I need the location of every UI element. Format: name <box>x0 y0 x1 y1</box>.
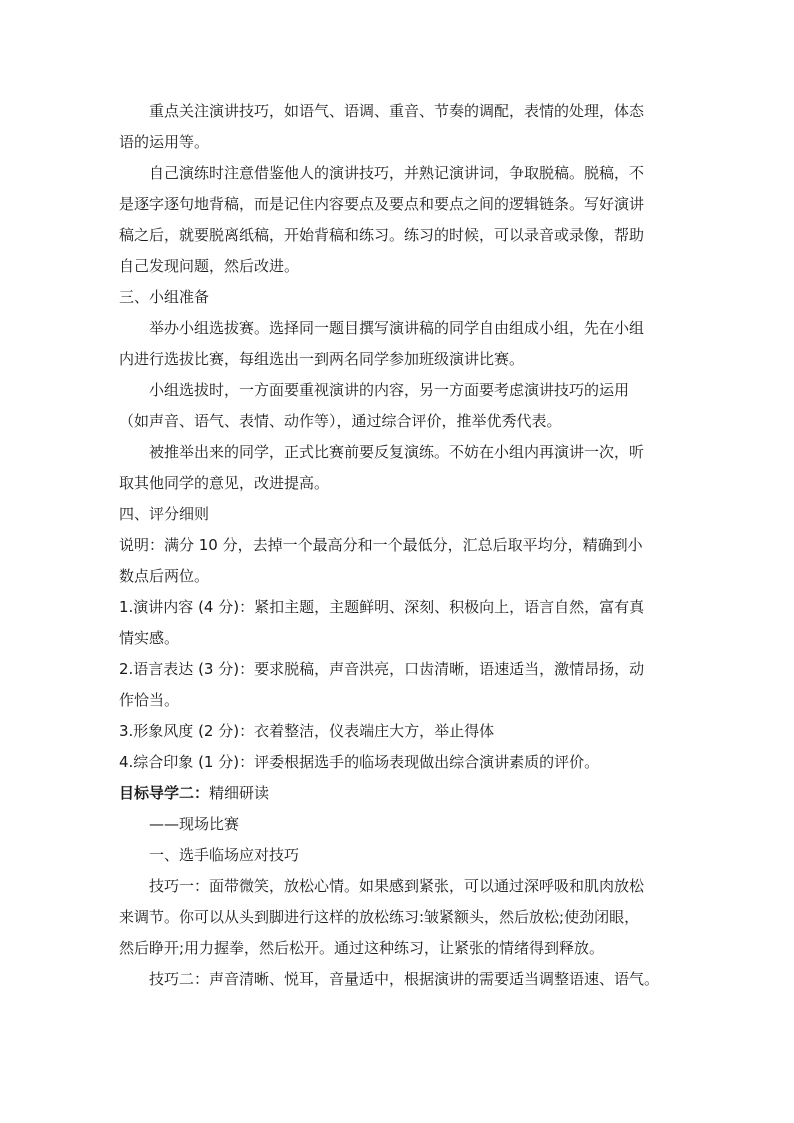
scoring-item: 2.语言表达 (3 分)：要求脱稿，声音洪亮，口齿清晰，语速适当，激情昂扬，动 <box>119 660 645 678</box>
section-heading: 四、评分细则 <box>119 505 210 523</box>
paragraph-line: 自己演练时注意借鉴他人的演讲技巧，并熟记演讲词，争取脱稿。脱稿，不 <box>149 164 645 182</box>
section-heading: 三、小组准备 <box>119 288 210 306</box>
document-page <box>119 96 677 995</box>
goal-heading <box>119 778 677 809</box>
scoring-item: 1.演讲内容 (4 分)：紧扣主题，主题鲜明、深刻、积极向上，语言自然，富有真 <box>119 598 645 616</box>
paragraph-line: 语的运用等。 <box>119 133 210 151</box>
paragraph-line: 然后睁开;用力握拳，然后松开。通过这种练习，让紧张的情绪得到释放。 <box>119 939 605 957</box>
paragraph-line: 情实感。 <box>119 629 180 647</box>
paragraph-line: 被推举出来的同学，正式比赛前要反复演练。不妨在小组内再演讲一次，听 <box>149 443 645 461</box>
goal-heading-bold: 目标导学二： <box>119 784 210 802</box>
paragraph-line: 说明：满分 10 分，去掉一个最高分和一个最低分，汇总后取平均分，精确到小 <box>119 536 643 554</box>
paragraph-line: 稿之后，就要脱离纸稿，开始背稿和练习。练习的时候，可以录音或录像，帮助 <box>119 226 645 244</box>
paragraph-line: （如声音、语气、表情、动作等），通过综合评价，推举优秀代表。 <box>119 412 562 430</box>
paragraph-line: 小组选拔时，一方面要重视演讲的内容，另一方面要考虑演讲技巧的运用 <box>149 381 630 399</box>
paragraph-line: 作恰当。 <box>119 691 180 709</box>
scoring-item: 3.形象风度 (2 分)：衣着整洁，仪表端庄大方，举止得体 <box>119 722 495 740</box>
paragraph-line: 举办小组选拔赛。选择同一题目撰写演讲稿的同学自由组成小组，先在小组 <box>149 319 645 337</box>
scoring-item: 4.综合印象 (1 分)：评委根据选手的临场表现做出综合演讲素质的评价。 <box>119 753 600 771</box>
paragraph-line: 数点后两位。 <box>119 567 210 585</box>
goal-heading-normal: 精细研读 <box>209 784 270 802</box>
paragraph-line: 重点关注演讲技巧，如语气、语调、重音、节奏的调配，表情的处理，体态 <box>149 102 645 120</box>
paragraph-line: 自己发现问题，然后改进。 <box>119 257 300 275</box>
subtitle: ——现场比赛 <box>149 815 240 833</box>
section-heading: 一、选手临场应对技巧 <box>149 846 300 864</box>
paragraph-line: 来调节。你可以从头到脚进行这样的放松练习:皱紧额头，然后放松;使劲闭眼， <box>119 908 640 926</box>
paragraph-line: 内进行选拔比赛，每组选出一到两名同学参加班级演讲比赛。 <box>119 350 525 368</box>
paragraph-line: 取其他同学的意见，改进提高。 <box>119 474 330 492</box>
paragraph-line: 技巧一：面带微笑，放松心情。如果感到紧张，可以通过深呼吸和肌肉放松 <box>149 877 645 895</box>
paragraph-line: 是逐字逐句地背稿，而是记住内容要点及要点和要点之间的逻辑链条。写好演讲 <box>119 195 645 213</box>
paragraph-line: 技巧二：声音清晰、悦耳，音量适中，根据演讲的需要适当调整语速、语气。 <box>149 970 660 988</box>
